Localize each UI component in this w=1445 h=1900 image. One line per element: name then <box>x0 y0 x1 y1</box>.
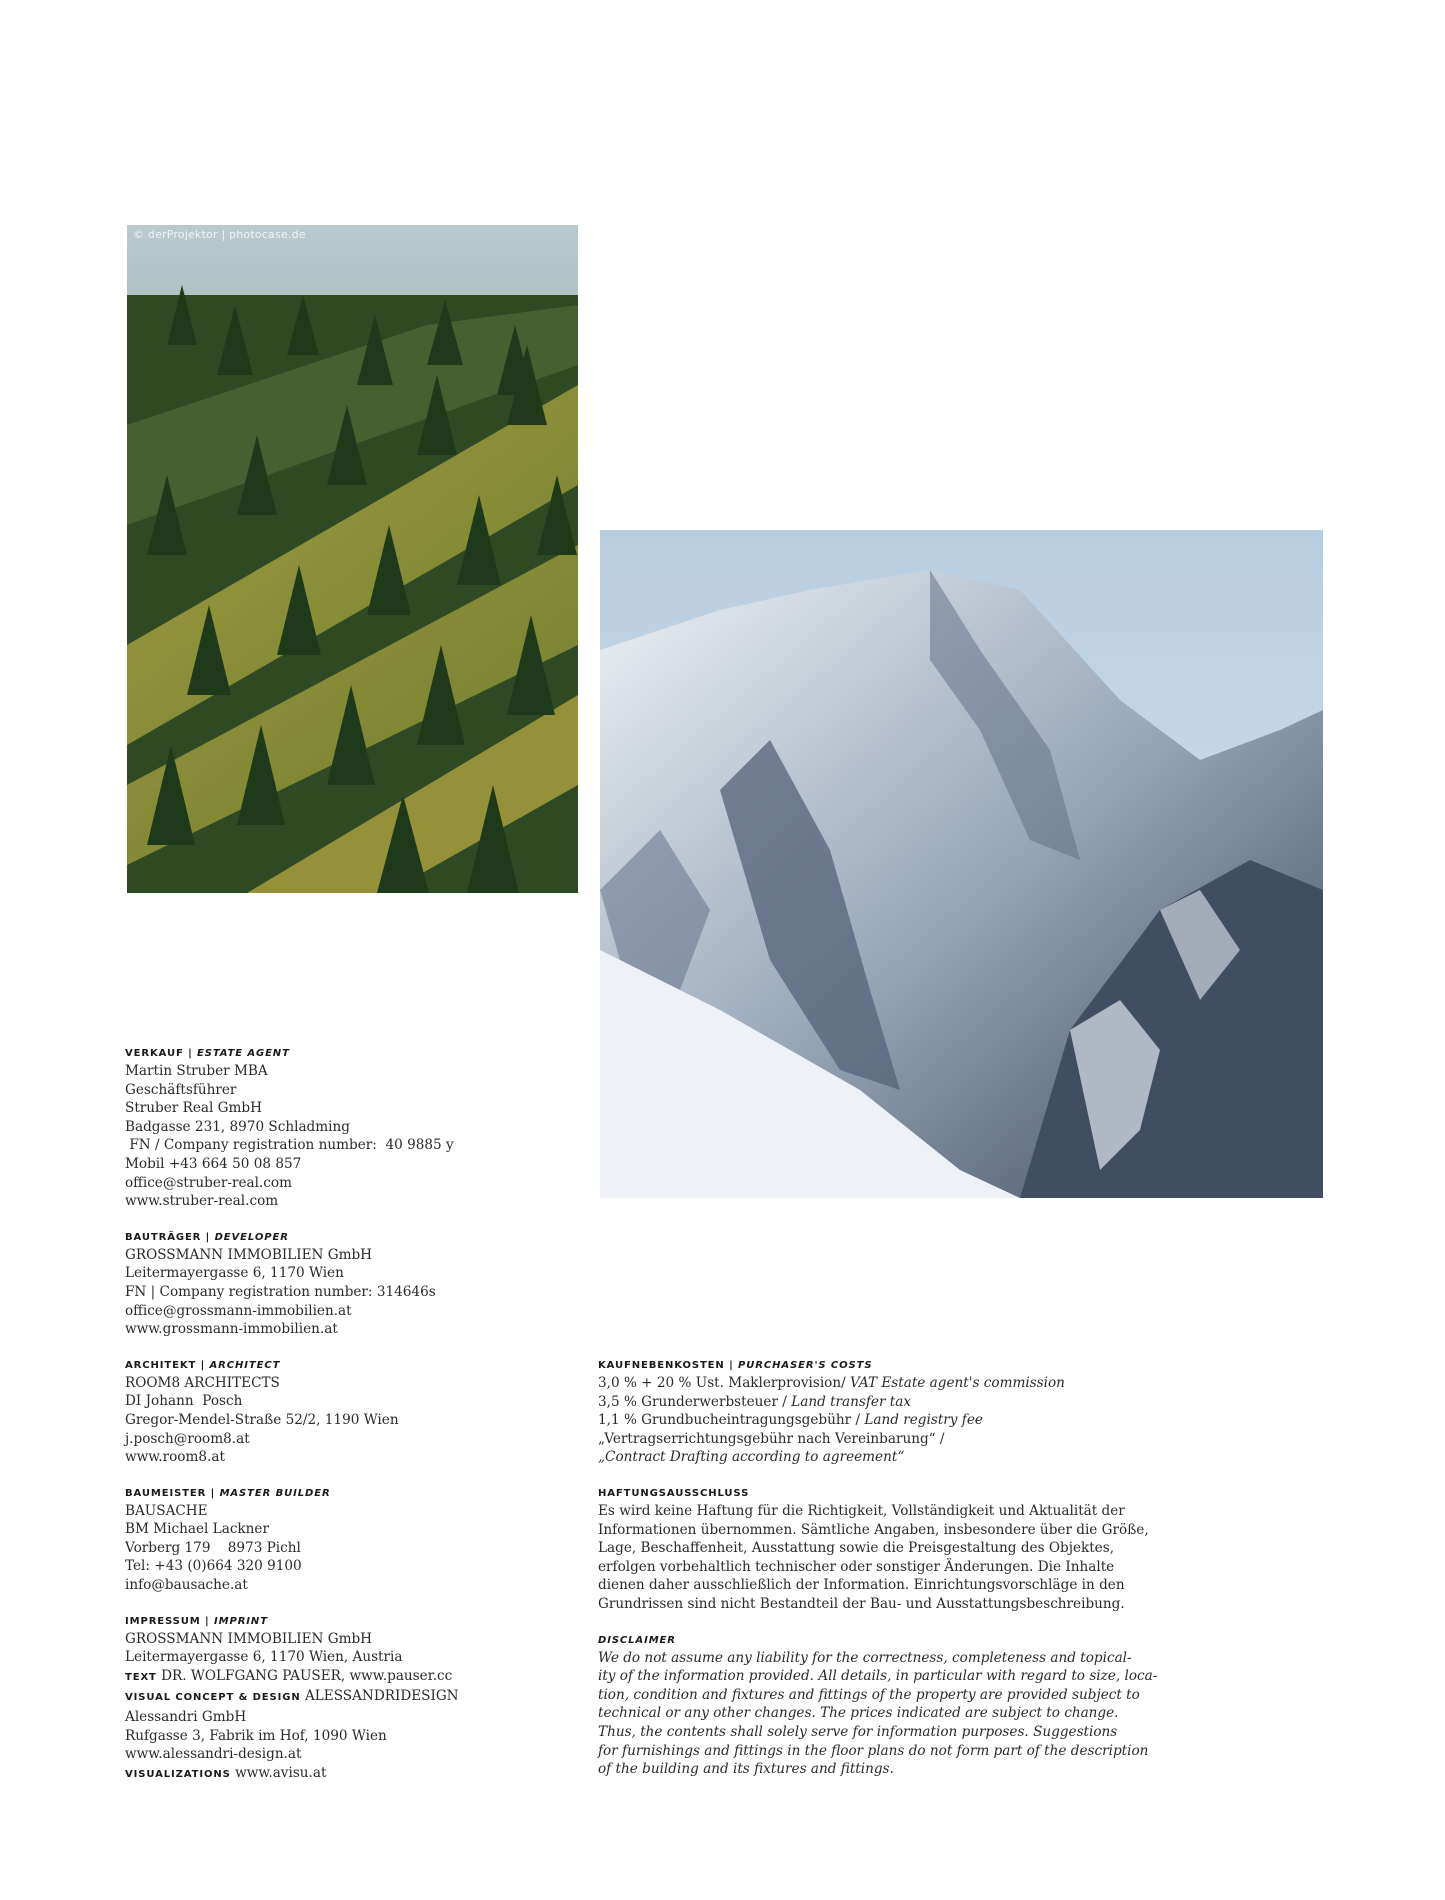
estate-agent-heading: VERKAUF | ESTATE AGENT <box>125 1048 290 1059</box>
master-builder-line: BAUSACHE <box>125 1502 208 1519</box>
mountain-photo <box>600 530 1323 1198</box>
visual-value: ALESSANDRIDESIGN <box>304 1688 459 1705</box>
imprint-line: Rufgasse 3, Fabrik im Hof, 1090 Wien <box>125 1727 387 1744</box>
liability-block <box>598 1485 1158 1614</box>
liability-heading: HAFTUNGSAUSSCHLUSS <box>598 1487 750 1499</box>
photo-credit: © derProjektor | photocase.de <box>133 228 306 241</box>
cost-row: „Contract Drafting according to agreement“ <box>598 1449 905 1466</box>
viz-label: VISUALIZATIONS <box>125 1768 231 1780</box>
cost-row: „Vertragserrichtungsgebühr nach Vereinbarung“ / <box>598 1430 945 1447</box>
purchaser-costs-heading: KAUFNEBENKOSTEN | PURCHASER'S COSTS <box>598 1360 873 1371</box>
master-builder-line: Vorberg 179 8973 Pichl <box>125 1539 301 1556</box>
forest-image <box>127 225 578 893</box>
text-value: DR. WOLFGANG PAUSER, www.pauser.cc <box>161 1667 453 1684</box>
disclaimer-heading: DISCLAIMER <box>598 1634 676 1646</box>
mountain-image <box>600 530 1323 1198</box>
architect-line: DI Johann Posch <box>125 1393 243 1410</box>
imprint-visual-credit <box>125 1687 565 1708</box>
architect-block <box>125 1357 565 1467</box>
imprint-website-link[interactable]: www.alessandri-design.at <box>125 1746 302 1763</box>
master-builder-block <box>125 1485 565 1595</box>
developer-line: FN | Company registration number: 314646s <box>125 1283 436 1300</box>
developer-email-link[interactable]: office@grossmann-immobilien.at <box>125 1302 352 1319</box>
disclaimer-text: We do not assume any liability for the correctness, completeness and topical- ity of the information provided. All details, in particular with regard to size, loca- tion, condition and fixtures and fittings of the property are provided subject to technical or any other changes. The prices indicated are subject to change. Thus, the contents shall solely serve for information purposes. Suggestions for furnishings and fittings in the floor plans do not form part of the description of the building and its fixtures and fittings. <box>598 1649 1158 1778</box>
imprint-line: Leitermayergasse 6, 1170 Wien, Austria <box>125 1649 403 1666</box>
estate-agent-phone[interactable]: Mobil +43 664 50 08 857 <box>125 1155 302 1172</box>
estate-agent-line: Geschäftsführer <box>125 1081 237 1098</box>
architect-website-link[interactable]: www.room8.at <box>125 1449 225 1466</box>
visual-label: VISUAL CONCEPT & DESIGN <box>125 1692 301 1704</box>
estate-agent-website-link[interactable]: www.struber-real.com <box>125 1193 279 1210</box>
architect-line: Gregor-Mendel-Straße 52/2, 1190 Wien <box>125 1411 399 1428</box>
legal-column <box>598 1357 1158 1797</box>
purchaser-costs-block <box>598 1357 1158 1467</box>
architect-heading: ARCHITEKT | ARCHITECT <box>125 1359 281 1371</box>
architect-line: ROOM8 ARCHITECTS <box>125 1374 280 1391</box>
architect-email-link[interactable]: j.posch@room8.at <box>125 1430 250 1447</box>
imprint-line: GROSSMANN IMMOBILIEN GmbH <box>125 1630 373 1647</box>
estate-agent-line: Martin Struber MBA <box>125 1063 268 1079</box>
developer-heading: BAUTRÄGER | DEVELOPER <box>125 1231 289 1243</box>
master-builder-email-link[interactable]: info@bausache.at <box>125 1577 248 1594</box>
forest-photo <box>127 225 578 893</box>
cost-row: 1,1 % Grundbucheintragungsgebühr / Land registry fee <box>598 1412 983 1429</box>
estate-agent-line: FN / Company registration number: 40 9885 y <box>125 1137 454 1154</box>
cost-row: 3,5 % Grunderwerbsteuer / Land transfer tax <box>598 1393 912 1410</box>
imprint-block <box>125 1613 565 1785</box>
master-builder-line: BM Michael Lackner <box>125 1521 269 1538</box>
viz-website-link[interactable]: www.avisu.at <box>235 1764 327 1781</box>
developer-block <box>125 1229 565 1339</box>
estate-agent-block <box>125 1045 565 1211</box>
imprint-text-credit <box>125 1667 565 1688</box>
text-label: TEXT <box>125 1671 157 1683</box>
imprint-viz-credit <box>125 1764 565 1785</box>
estate-agent-email-link[interactable]: office@struber-real.com <box>125 1174 292 1191</box>
developer-line: Leitermayergasse 6, 1170 Wien <box>125 1265 344 1282</box>
master-builder-phone[interactable]: Tel: +43 (0)664 320 9100 <box>125 1558 302 1575</box>
estate-agent-line: Struber Real GmbH <box>125 1100 262 1117</box>
cost-row: 3,0 % + 20 % Ust. Maklerprovision/ VAT Estate agent's commission <box>598 1375 1065 1391</box>
estate-agent-line: Badgasse 231, 8970 Schladming <box>125 1118 350 1135</box>
developer-line: GROSSMANN IMMOBILIEN GmbH <box>125 1246 373 1263</box>
liability-text: Es wird keine Haftung für die Richtigkeit, Vollständigkeit und Aktualität der Informationen übernommen. Sämtliche Angaben, insbesondere über die Größe, Lage, Beschaffenheit, Ausstattung sowie die Preisgestaltung des Objektes, erfolgen vorbehaltlich technischer oder sonstiger Änderungen. Die Inhalte dienen daher ausschließlich der Information. Einrichtungsvorschläge in den Grundrissen sind nicht Bestandteil der Bau- und Ausstattungsbeschreibung. <box>598 1502 1149 1612</box>
imprint-heading: IMPRESSUM | IMPRINT <box>125 1615 268 1627</box>
imprint-line: Alessandri GmbH <box>125 1709 247 1726</box>
contacts-column <box>125 1045 565 1802</box>
disclaimer-block <box>598 1632 1158 1779</box>
master-builder-heading: BAUMEISTER | MASTER BUILDER <box>125 1487 331 1499</box>
developer-website-link[interactable]: www.grossmann-immobilien.at <box>125 1321 338 1338</box>
